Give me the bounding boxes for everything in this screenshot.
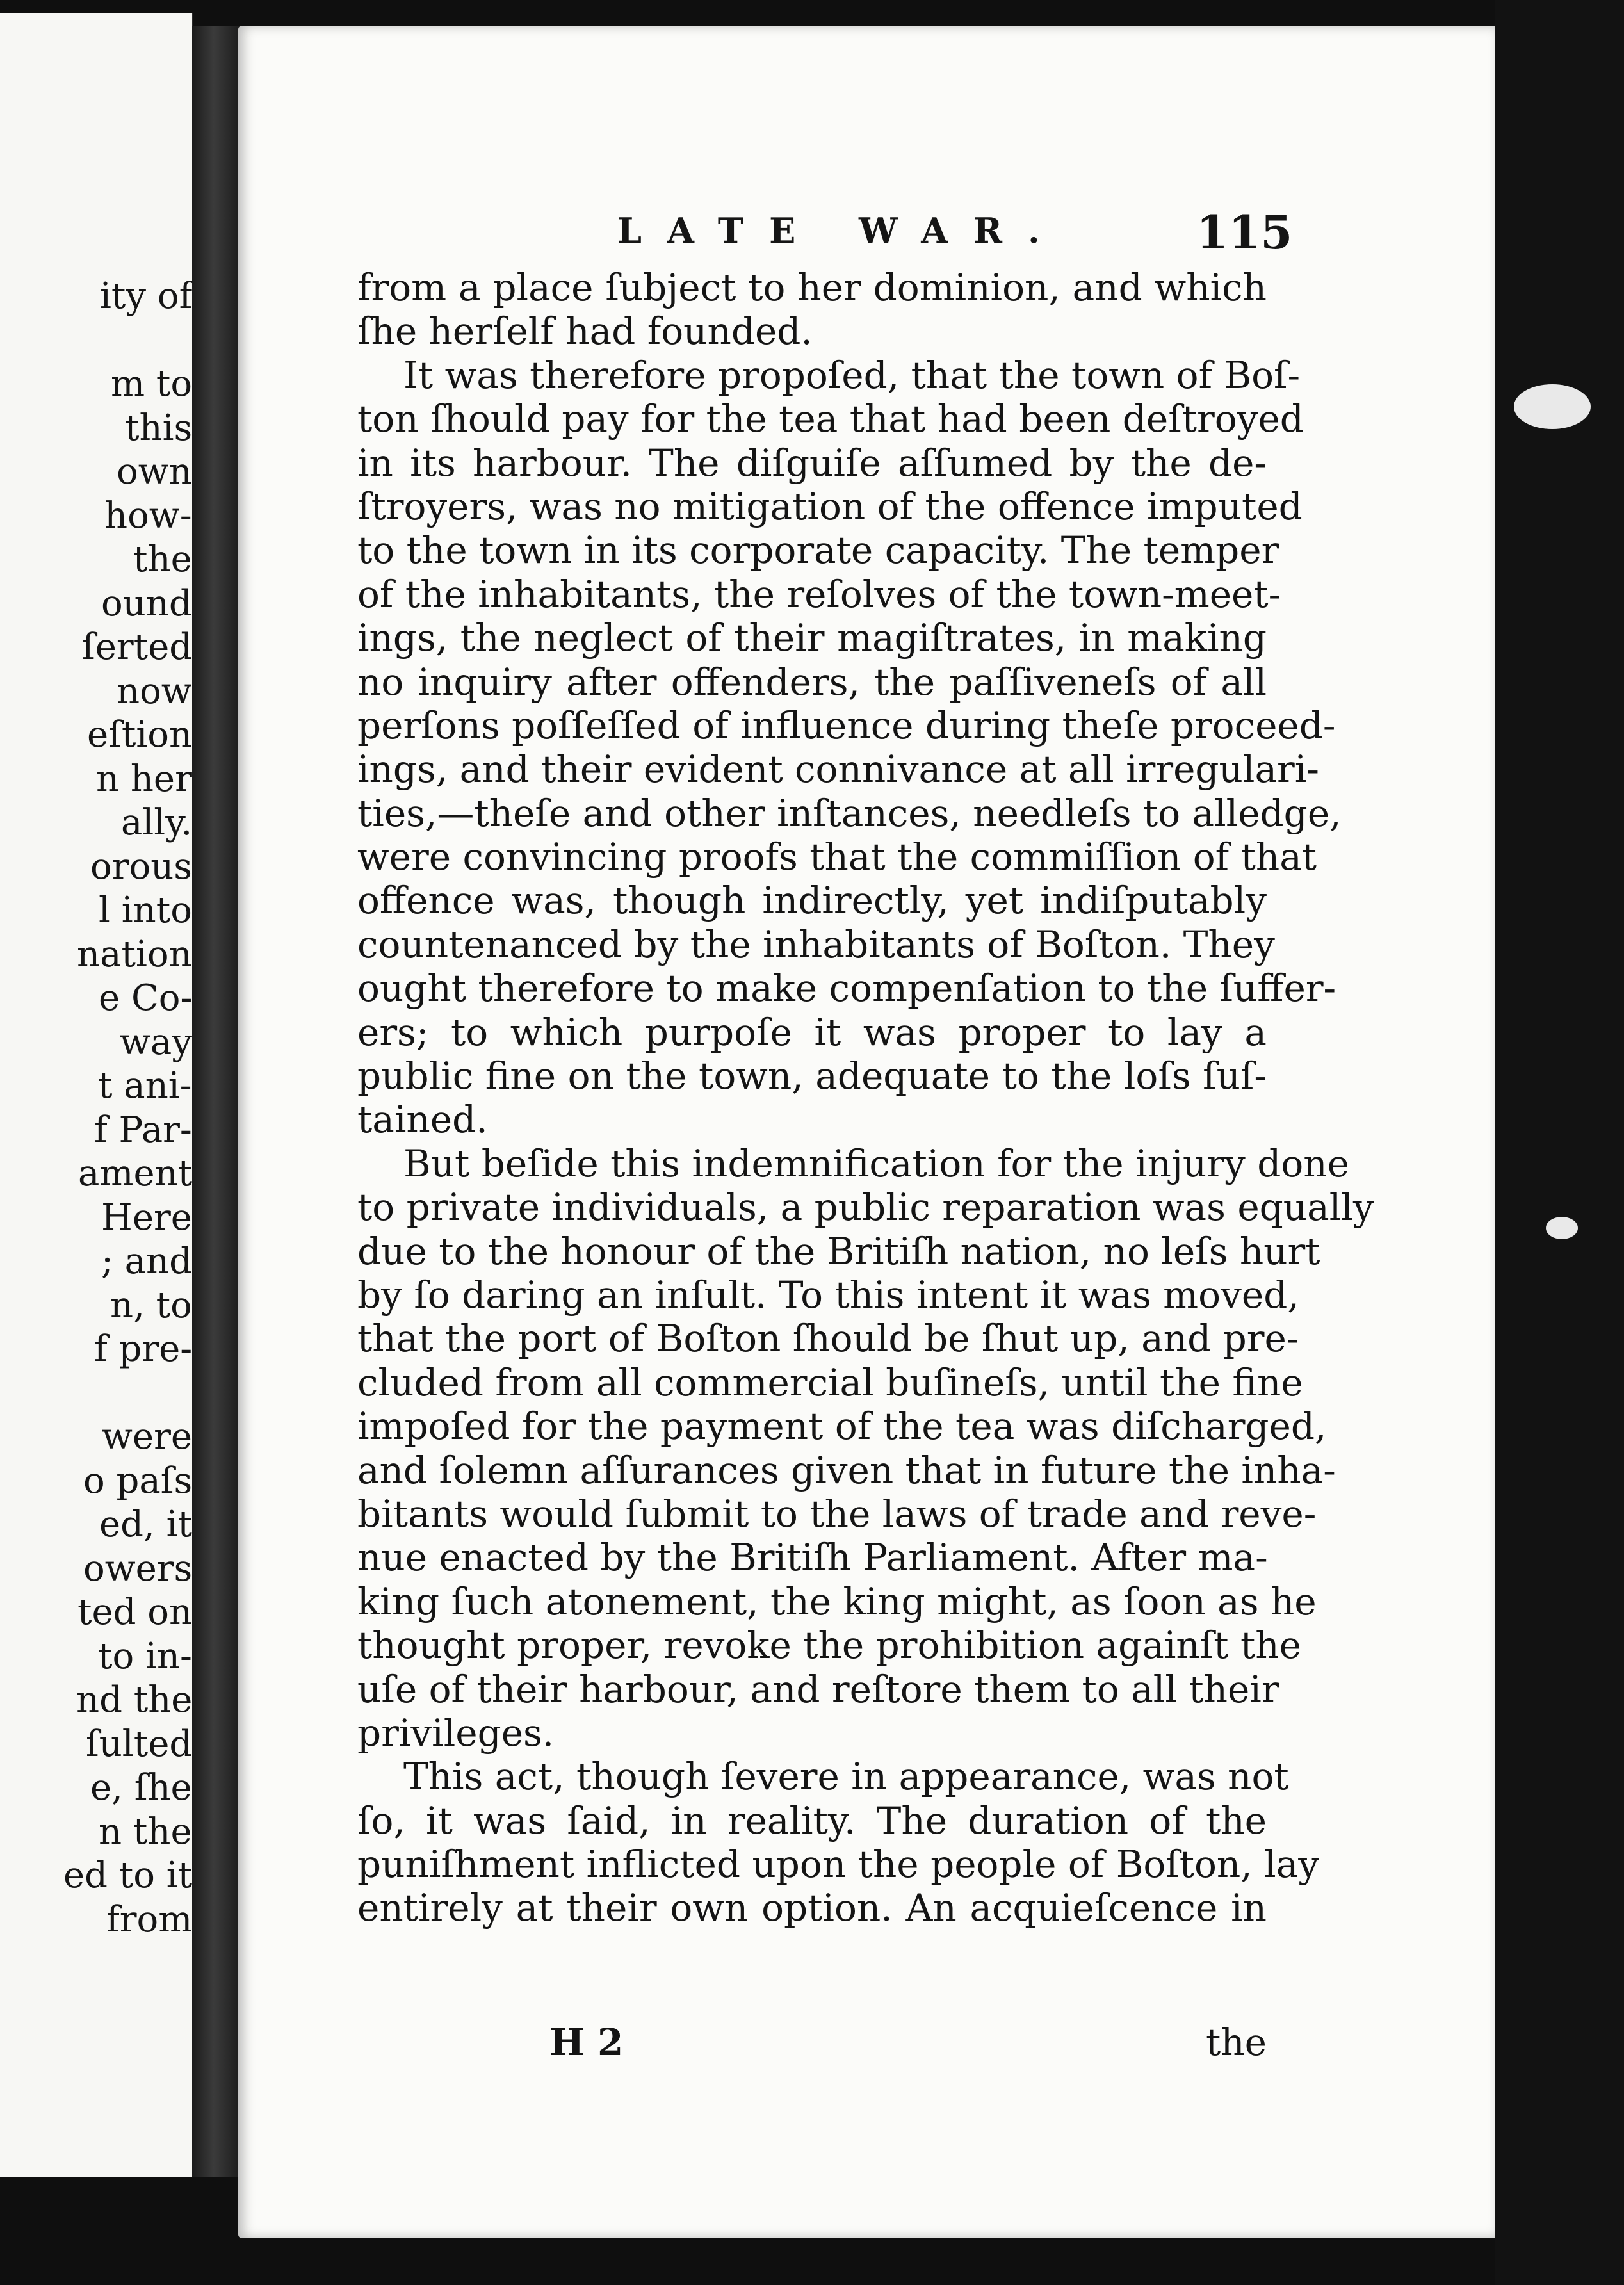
facing-page-line: way [120, 1021, 192, 1063]
page-footer [357, 2021, 1267, 2065]
text-line: ſhe herſelf had founded. [357, 309, 813, 354]
facing-page-line: nation [77, 933, 192, 975]
text-line: It was therefore propoſed, that the town of Boſ- [403, 353, 1301, 397]
facing-page-line: n her [96, 758, 192, 800]
text-line: ings, the neglect of their magiſtrates, in making [357, 616, 1267, 660]
facing-page-line: ally. [121, 802, 193, 843]
facing-page-line: own [117, 451, 192, 492]
text-line: perſons poſſeſſed of influence during theſe proceed- [357, 703, 1336, 747]
facing-page-line: n the [99, 1810, 192, 1853]
facing-page-line: f Par- [94, 1109, 192, 1151]
text-line: cluded from all commercial buſineſs, until the fine [357, 1360, 1303, 1404]
text-line: nue enacted by the Britiſh Parliament. After ma- [357, 1536, 1268, 1580]
text-line: from a place ſubject to her dominion, and which [357, 266, 1267, 309]
facing-page-line: Here [101, 1196, 192, 1239]
facing-page-line: orous [90, 845, 193, 888]
text-line: that the port of Boſton ſhould be ſhut up, and pre- [357, 1317, 1299, 1361]
text-line: king ſuch atonement, the king might, as ſoon as he [357, 1579, 1317, 1623]
text-line: due to the honour of the Britiſh nation, no leſs hurt [357, 1229, 1320, 1273]
facing-page-line: ity of [100, 275, 193, 317]
text-line: to the town in its corporate capacity. The temper [357, 528, 1279, 573]
text-line: entirely at their own option. An acquieſcence in [357, 1886, 1267, 1930]
text-line: were convincing proofs that the commiſſion of that [357, 835, 1317, 879]
facing-page-line: m to [111, 363, 193, 405]
facing-page-line: how- [104, 494, 192, 537]
facing-page-line: this [125, 407, 193, 449]
text-line: ties,—theſe and other inſtances, needleſs to alledge, [357, 791, 1342, 835]
facing-page-line: ſulted [86, 1723, 193, 1765]
text-line: ſtroyers, was no mitigation of the offence imputed [357, 484, 1303, 528]
text-line: ings, and their evident connivance at all irregulari- [357, 747, 1319, 792]
text-line: by ſo daring an inſult. To this intent it was moved, [357, 1273, 1299, 1317]
facing-page-line: ed, it [99, 1504, 193, 1545]
text-line: privileges. [357, 1711, 555, 1755]
facing-page-line: ound [101, 582, 192, 624]
scan-background [1495, 0, 1624, 2285]
page-number: 115 [1196, 205, 1293, 259]
facing-page-line: to in- [98, 1635, 192, 1677]
text-line: ton ſhould pay for the tea that had been deſtroyed [357, 397, 1304, 441]
text-line: But beſide this indemnification for the injury done [403, 1141, 1349, 1185]
text-line: bitants would ſubmit to the laws of trade and reve- [357, 1492, 1317, 1536]
facing-page-line: ed to it [63, 1855, 193, 1896]
text-line: thought proper, revoke the prohibition againſt the [357, 1623, 1301, 1668]
facing-page-line: n, to [110, 1284, 192, 1326]
facing-page-fragment [0, 13, 193, 2177]
facing-page-line: t ani- [98, 1065, 192, 1107]
facing-page-line: o paſs [83, 1460, 193, 1502]
facing-page-line: e, ſhe [90, 1767, 192, 1809]
text-line: impoſed for the payment of the tea was diſcharged, [357, 1404, 1327, 1449]
text-line: no inquiry after offenders, the paſſiveneſs of all [357, 660, 1267, 704]
text-line: puniſhment inflicted upon the people of Boſton, lay [357, 1842, 1320, 1887]
facing-page-line: f pre- [94, 1328, 193, 1370]
text-line: ought therefore to make compenſation to the ſuffer- [357, 966, 1336, 1011]
paper-debris [1546, 1217, 1578, 1239]
facing-page-line: l into [99, 890, 192, 931]
text-line: public fine on the town, adequate to the loſs ſuſ- [357, 1054, 1267, 1098]
text-line: to private individuals, a public reparation was equally [357, 1185, 1374, 1230]
facing-page-line: ament [78, 1153, 193, 1194]
signature-mark: H 2 [549, 2021, 624, 2064]
text-line: in its harbour. The diſguiſe aſſumed by the de- [357, 441, 1267, 485]
facing-page-line: ted on [77, 1591, 193, 1633]
running-head-title: LATE WAR. [617, 210, 1066, 251]
facing-page-line: ; and [101, 1240, 192, 1282]
catchword: the [1206, 2021, 1267, 2064]
facing-page-line: from [106, 1898, 193, 1940]
paper-debris [1514, 384, 1591, 429]
text-line: uſe of their harbour, and reſtore them to all their [357, 1667, 1279, 1711]
book-page [238, 26, 1495, 2238]
facing-page-line: owers [83, 1547, 193, 1590]
text-line: of the inhabitants, the reſolves of the town-meet- [357, 572, 1281, 616]
text-line: ſo, it was ſaid, in reality. The duration of the [357, 1798, 1267, 1842]
text-line: tained. [357, 1098, 488, 1142]
text-line: and ſolemn aſſurances given that in future the inha- [357, 1448, 1336, 1492]
facing-page-line: now [117, 670, 192, 712]
body-text [357, 266, 1374, 1930]
text-line: offence was, though indirectly, yet indiſputably [357, 879, 1267, 923]
facing-page-line: ſerted [82, 626, 193, 668]
facing-page-line: were [102, 1416, 192, 1458]
facing-page-line: e Co- [99, 977, 193, 1019]
facing-page-line: the [133, 539, 192, 580]
text-line: ers; to which purpoſe it was proper to lay a [357, 1010, 1267, 1054]
facing-page-line: nd the [76, 1679, 193, 1721]
facing-page-line: eſtion [87, 714, 193, 756]
text-line: This act, though ſevere in appearance, was not [403, 1755, 1289, 1799]
text-line: countenanced by the inhabitants of Boſton. They [357, 922, 1275, 966]
